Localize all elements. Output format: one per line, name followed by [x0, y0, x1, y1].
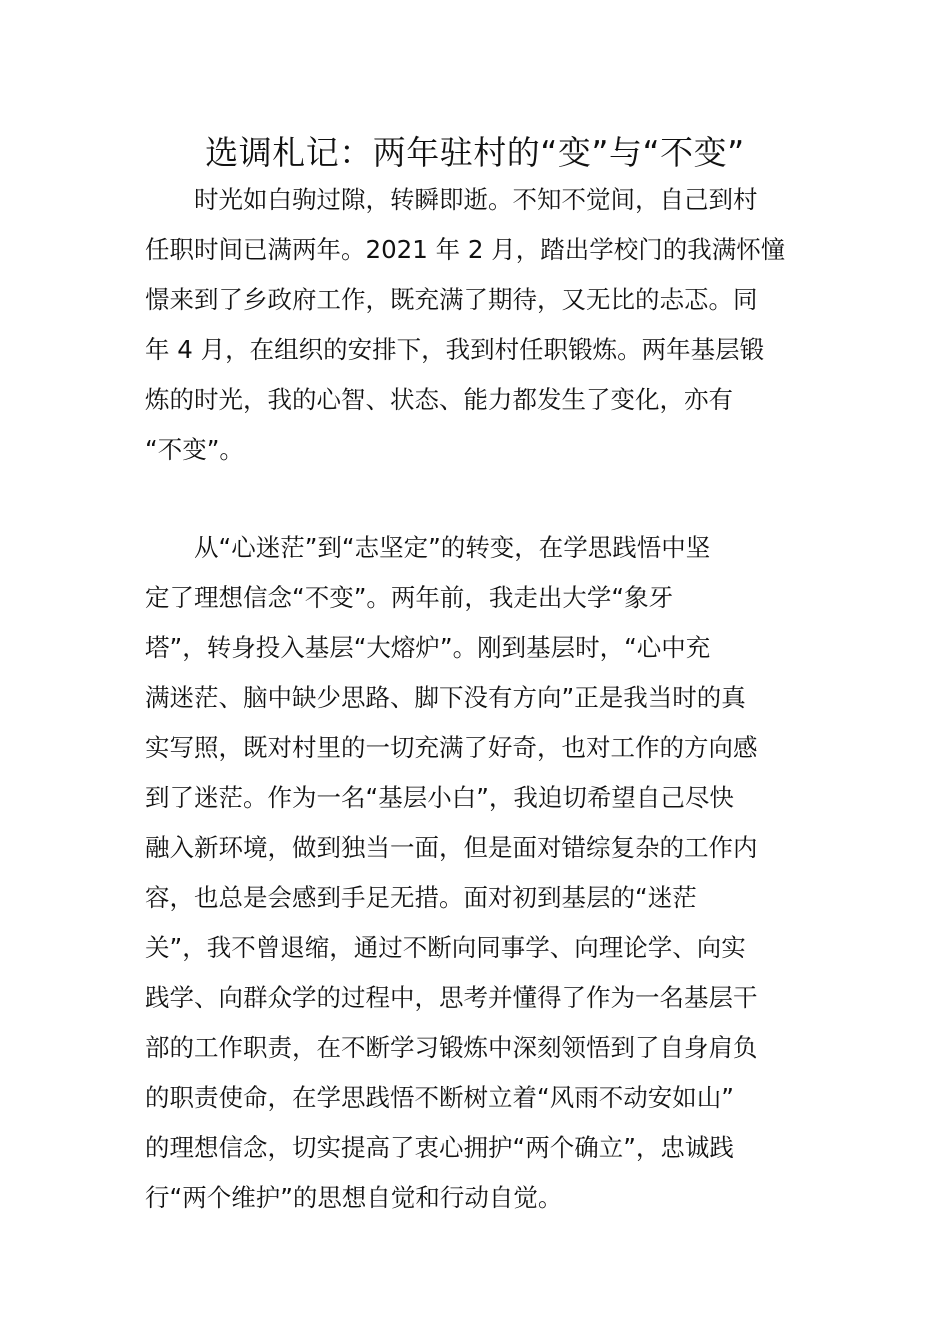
paragraph-2-line-12: 的职责使命，在学思践悟不断树立着“风雨不动安如山” — [145, 1083, 734, 1112]
paragraph-2-line-1: 从“心迷茫”到“志坚定”的转变，在学思践悟中坚 — [145, 533, 711, 562]
paragraph-2-line-8: 容，也总是会感到手足无措。面对初到基层的“迷茫 — [145, 883, 697, 912]
paragraph-2-line-13: 的理想信念，切实提高了衷心拥护“两个确立”，忠诚践 — [145, 1133, 734, 1162]
paragraph-2-line-2: 定了理想信念“不变”。两年前，我走出大学“象牙 — [145, 583, 674, 612]
paragraph-2-line-4: 满迷茫、脑中缺少思路、脚下没有方向”正是我当时的真 — [145, 683, 746, 712]
paragraph-2-line-11: 部的工作职责，在不断学习锻炼中深刻领悟到了自身肩负 — [145, 1033, 758, 1062]
paragraph-1-line-3: 憬来到了乡政府工作，既充满了期待，又无比的忐忑。同 — [145, 285, 758, 314]
paragraph-2-line-10: 践学、向群众学的过程中，思考并懂得了作为一名基层干 — [145, 983, 758, 1012]
document-title: 选调札记：两年驻村的“变”与“不变” — [205, 133, 745, 172]
paragraph-2-line-3: 塔”，转身投入基层“大熔炉”。刚到基层时，“心中充 — [145, 633, 711, 662]
paragraph-2-line-6: 到了迷茫。作为一名“基层小白”，我迫切希望自己尽快 — [145, 783, 734, 812]
paragraph-1-line-4: 年 4 月，在组织的安排下，我到村任职锻炼。两年基层锻 — [145, 335, 765, 364]
paragraph-2-line-9: 关”，我不曾退缩，通过不断向同事学、向理论学、向实 — [145, 933, 746, 962]
paragraph-1-line-1: 时光如白驹过隙，转瞬即逝。不知不觉间，自己到村 — [145, 185, 758, 214]
paragraph-1-line-6: “不变”。 — [145, 435, 244, 464]
paragraph-1-line-2: 任职时间已满两年。2021 年 2 月，踏出学校门的我满怀憧 — [145, 235, 786, 264]
paragraph-2-line-5: 实写照，既对村里的一切充满了好奇，也对工作的方向感 — [145, 733, 758, 762]
paragraph-2-line-14: 行“两个维护”的思想自觉和行动自觉。 — [145, 1183, 563, 1212]
paragraph-1-line-5: 炼的时光，我的心智、状态、能力都发生了变化，亦有 — [145, 385, 733, 414]
paragraph-2-line-7: 融入新环境，做到独当一面，但是面对错综复杂的工作内 — [145, 833, 758, 862]
